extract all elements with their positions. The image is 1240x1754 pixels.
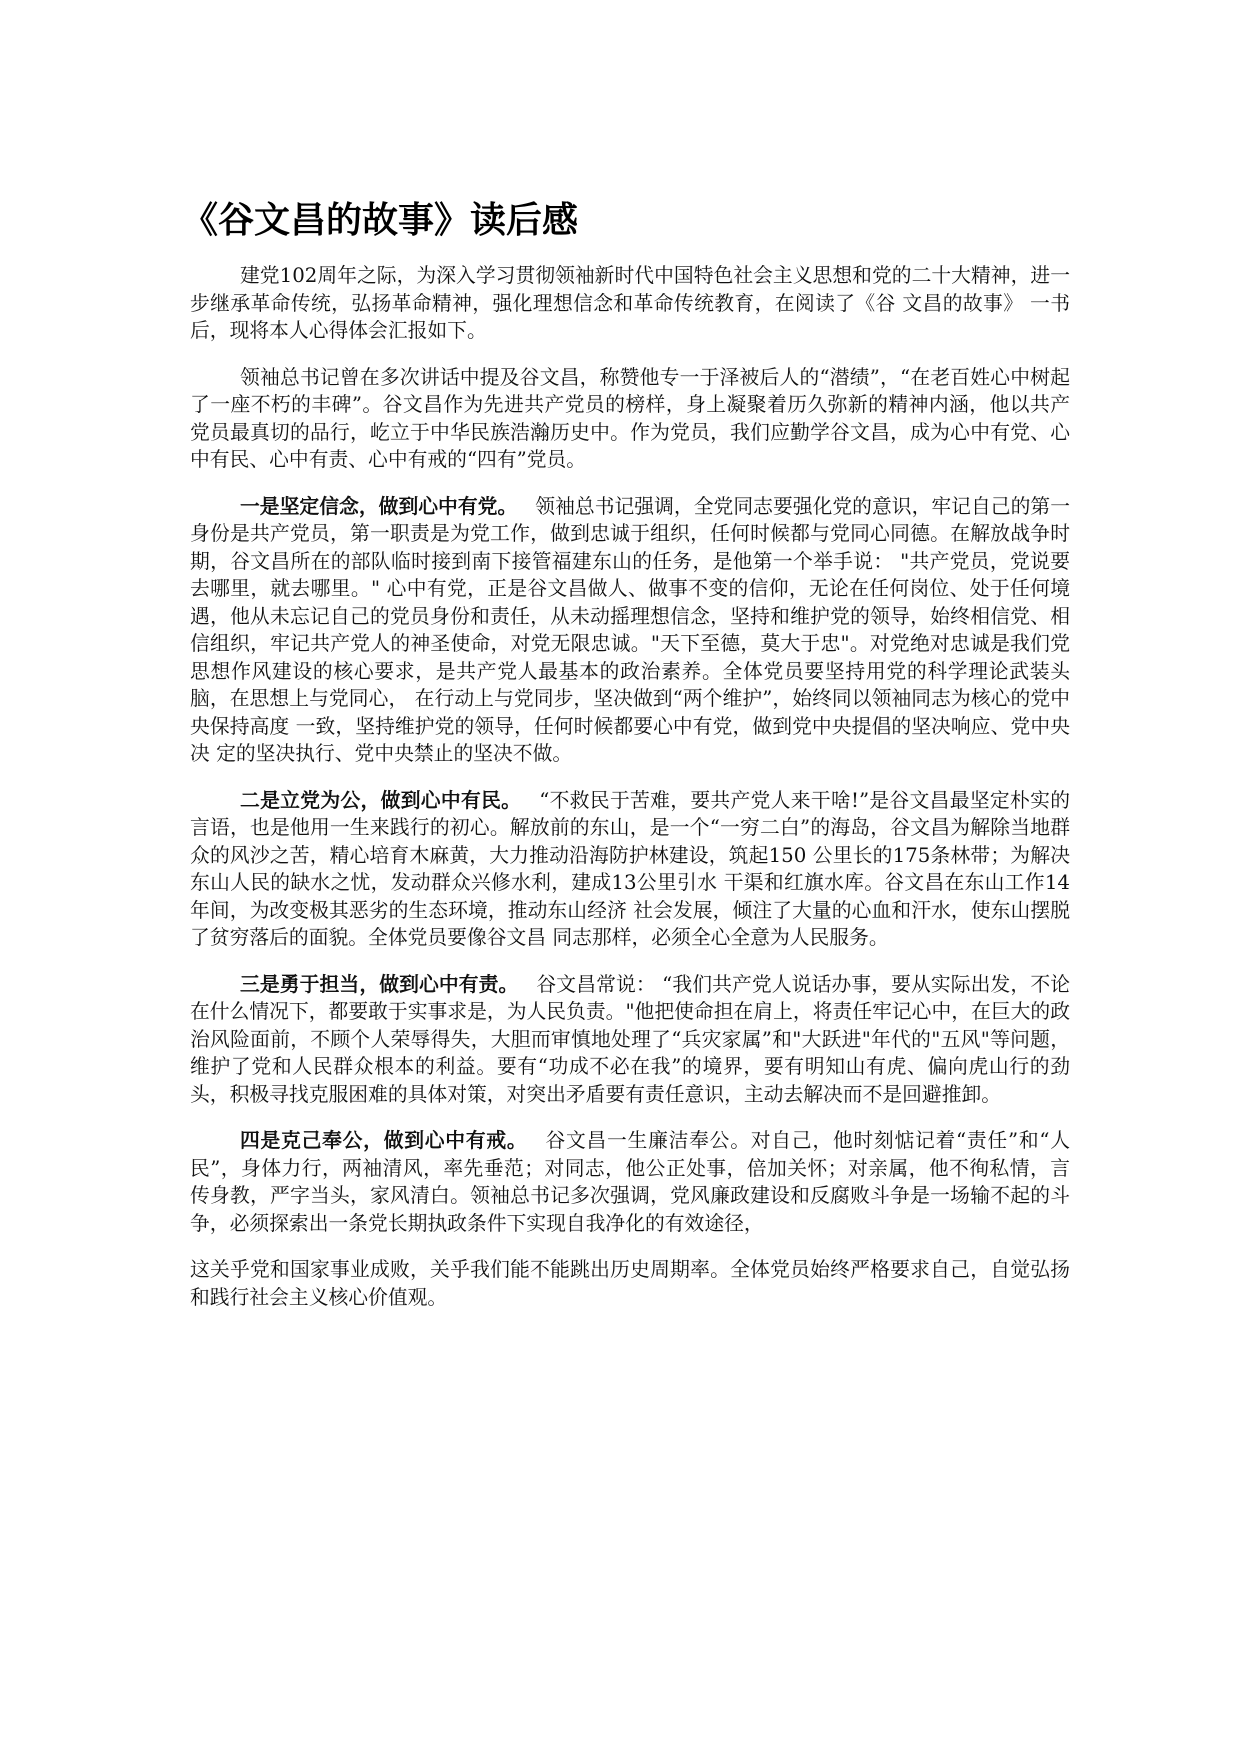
paragraph-point-three xyxy=(190,971,1070,1109)
paragraph-point-two xyxy=(190,787,1070,952)
paragraph-heading: 二是立党为公，做到心中有民。 xyxy=(240,787,522,812)
paragraph-text: 领袖总书记强调，全党同志要强化党的意识，牢记自己的第一身份是共产党员，第一职责是为党工作，做到忠诚于组织，任何时候都与党同心同德。在解放战争时期，谷文昌所在的部队临时接到南下接管福建东山的任务，是他第一个举手说： "共产党员，党说要去哪里，就去哪里。" 心中有党，正是谷文昌做人、做事不变的信仰，无论在任何岗位、处于任何境遇，他从未忘记自己的党员身份和责任，从未动摇理想信念，坚持和维护党的领导，始终相信党、相信组织，牢记共产党人的神圣使命，对党无限忠诚。"天下至德，莫大于忠"。对党绝对忠诚是我们党思想作风建设的核心要求，是共产党人最基本的政治素养。全体党员要坚持用党的科学理论武装头脑，在思想上与党同心， 在行动上与党同步，坚决做到“两个维护”，始终同以领袖同志为核心的党中央保持高度 一致，坚持维护党的领导，任何时候都要心中有党，做到党中央提倡的坚决响应、党中央决 定的坚决执行、党中央禁止的坚决不做。 xyxy=(190,494,1070,765)
paragraph-intro xyxy=(190,262,1070,345)
paragraph-point-four xyxy=(190,1127,1070,1237)
document-title: 《谷文昌的故事》读后感 xyxy=(182,199,579,241)
paragraph-text: 这关乎党和国家事业成败，关乎我们能不能跳出历史周期率。全体党员始终严格要求自己，自觉弘扬和践行社会主义核心价值观。 xyxy=(190,1258,1070,1309)
paragraph-text: 建党102周年之际，为深入学习贯彻领袖新时代中国特色社会主义思想和党的二十大精神，进一步继承革命传统，弘扬革命精神，强化理想信念和革命传统教育，在阅读了《谷 文昌的故事》 一书后，现将本人心得体会汇报如下。 xyxy=(190,264,1070,342)
paragraph-heading: 三是勇于担当，做到心中有责。 xyxy=(240,971,519,996)
document-body xyxy=(190,262,1070,1330)
paragraph-heading: 四是克己奉公，做到心中有戒。 xyxy=(240,1128,528,1152)
paragraph-heading: 一是坚定信念，做到心中有党。 xyxy=(240,493,518,518)
paragraph-conclusion xyxy=(190,1256,1070,1311)
paragraph-text: 领袖总书记曾在多次讲话中提及谷文昌，称赞他专一于泽被后人的“潜绩”，“在老百姓心中树起了一座不朽的丰碑”。谷文昌作为先进共产党员的榜样，身上凝聚着历久弥新的精神内涵，他以共产党员最真切的品行，屹立于中华民族浩瀚历史中。作为党员，我们应勤学谷文昌，成为心中有党、心中有民、心中有责、心中有戒的“四有”党员。 xyxy=(190,365,1070,471)
paragraph-text: “不救民于苦难，要共产党人来干啥!”是谷文昌最坚定朴实的言语，也是他用一生来践行的初心。解放前的东山，是一个“一穷二白”的海岛，谷文昌为解除当地群众的风沙之苦，精心培育木麻黄，大力推动沿海防护林建设，筑起150 公里长的175条林带；为解决东山人民的缺水之忧，发动群众兴修水利，建成13公里引水 干渠和红旗水库。谷文昌在东山工作14年间，为改变极其恶劣的生态环境，推动东山经济 社会发展，倾注了大量的心血和汗水，使东山摆脱了贫穷落后的面貌。全体党员要像谷文昌 同志那样，必须全心全意为人民服务。 xyxy=(190,788,1070,949)
paragraph-text: 谷文昌一生廉洁奉公。对自己，他时刻惦记着“责任”和“人民”，身体力行，两袖清风，率先垂范；对同志，他公正处事，倍加关怀；对亲属，他不徇私情，言传身教，严字当头，家风清白。领袖总书记多次强调，党风廉政建设和反腐败斗争是一场输不起的斗争，必须探索出一条党长期执政条件下实现自我净化的有效途径， xyxy=(190,1129,1070,1235)
paragraph-text: 谷文昌常说： “我们共产党人说话办事，要从实际出发，不论在什么情况下，都要敢于实事求是，为人民负责。"他把使命担在肩上，将责任牢记心中，在巨大的政治风险面前，不顾个人荣辱得失，大胆而审慎地处理了“兵灾家属”和"大跃进"年代的"五风"等问题，维护了党和人民群众根本的利益。要有“功成不必在我”的境界，要有明知山有虎、偏向虎山行的劲头，积极寻找克服困难的具体对策，对突出矛盾要有责任意识，主动去解决而不是回避推卸。 xyxy=(190,972,1070,1106)
paragraph-point-one xyxy=(190,493,1070,768)
paragraph-overview xyxy=(190,364,1070,474)
